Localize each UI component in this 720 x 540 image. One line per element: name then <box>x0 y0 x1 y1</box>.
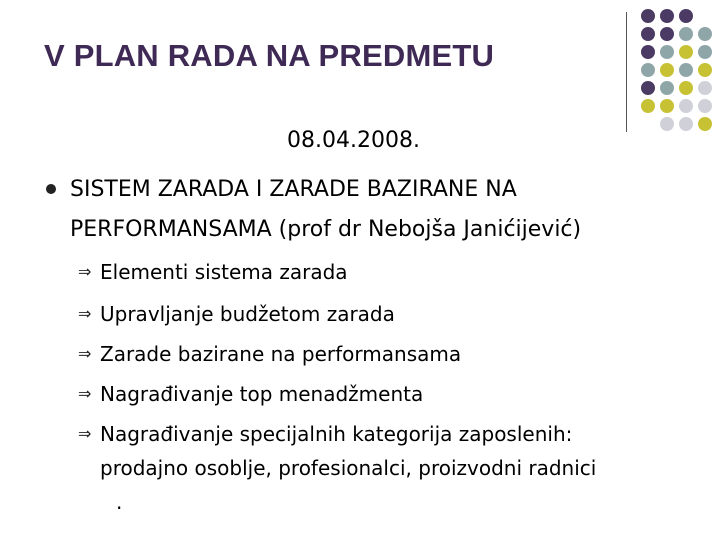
decorative-vertical-line <box>626 12 627 132</box>
bullet-dot-icon <box>46 184 56 194</box>
sub-item-continuation: prodajno osoblje, profesionalci, proizvodni radnici <box>100 456 597 480</box>
main-bullet-text <box>70 170 581 250</box>
double-arrow-icon: ⇒ <box>78 304 92 323</box>
sub-item-label: Zarade bazirane na performansama <box>100 342 462 366</box>
trailing-dot: . <box>116 490 123 514</box>
sub-item-label: Nagrađivanje specijalnih kategorija zaposlenih: <box>100 422 573 446</box>
double-arrow-icon: ⇒ <box>78 384 92 403</box>
double-arrow-icon: ⇒ <box>78 262 92 281</box>
double-arrow-icon: ⇒ <box>78 344 92 363</box>
slide-title: V PLAN RADA NA PREDMETU <box>44 38 495 73</box>
double-arrow-icon: ⇒ <box>78 424 92 443</box>
main-bullet-line-2: PERFORMANSAMA (prof dr Nebojša Janićijević) <box>70 217 582 242</box>
main-bullet-line-1: SISTEM ZARADA I ZARADE BAZIRANE NA <box>70 177 517 202</box>
decorative-dot-grid <box>0 0 720 140</box>
sub-item-label: Upravljanje budžetom zarada <box>100 302 395 326</box>
sub-item-label: Elementi sistema zarada <box>100 260 348 284</box>
slide-date: 08.04.2008. <box>287 128 420 153</box>
sub-item-label: Nagrađivanje top menadžmenta <box>100 382 424 406</box>
